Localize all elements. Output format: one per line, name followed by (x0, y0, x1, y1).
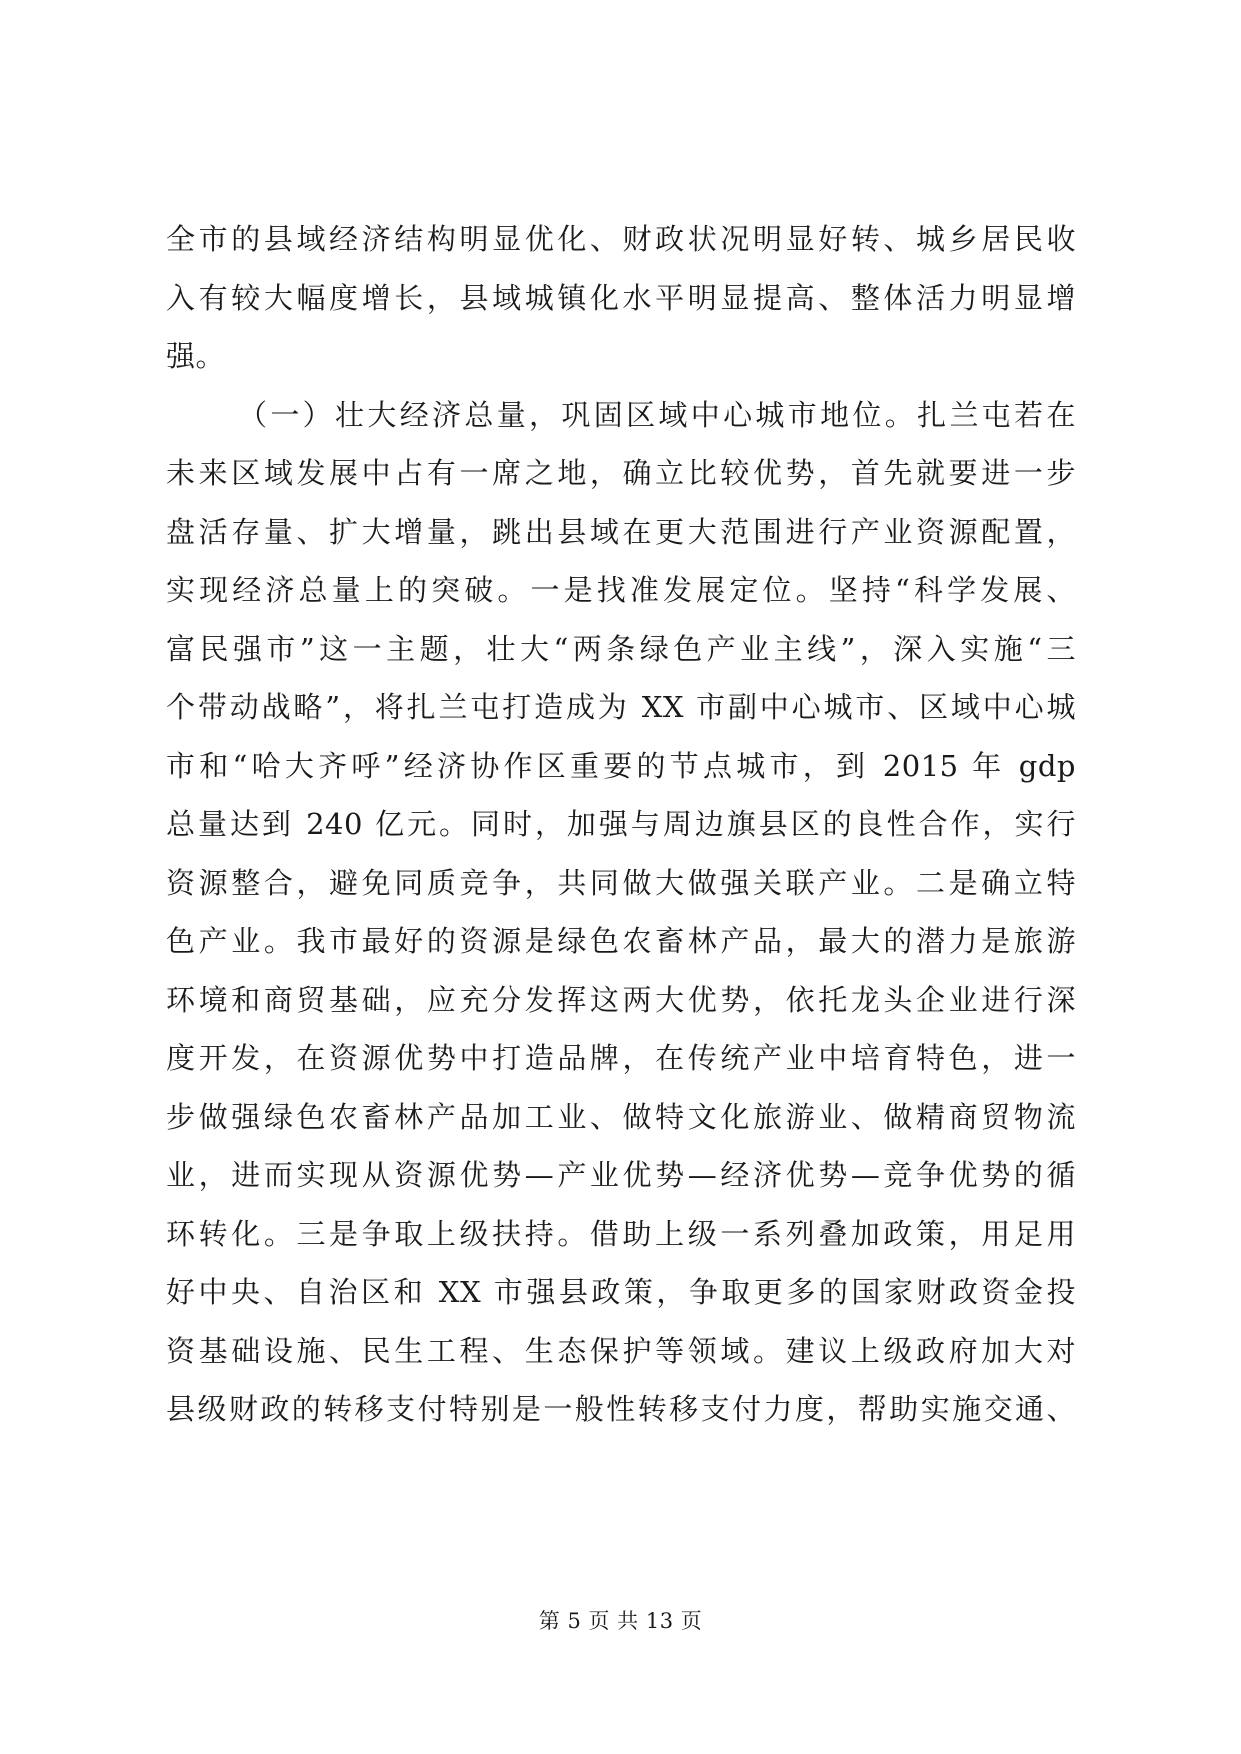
text-line: 入有较大幅度增长，县域城镇化水平明显提高、整体活力明显增 (166, 280, 1076, 315)
text-line: 好中央、自治区和 XX 市强县政策，争取更多的国家财政资金投 (166, 1275, 1076, 1309)
text-line: 资基础设施、民生工程、生态保护等领域。建议上级政府加大对 (166, 1333, 1076, 1368)
text-line: 度开发，在资源优势中打造品牌，在传统产业中培育特色，进一 (166, 1041, 1076, 1075)
paragraph-start-line: （一）壮大经济总量，巩固区域中心城市地位。扎兰屯若在 (238, 397, 1076, 432)
text-line: 个带动战略”，将扎兰屯打造成为 XX 市副中心城市、区域中心城 (166, 690, 1076, 724)
text-line: 环转化。三是争取上级扶持。借助上级一系列叠加政策，用足用 (166, 1216, 1076, 1251)
text-line: 县级财政的转移支付特别是一般性转移支付力度，帮助实施交通、 (166, 1392, 1076, 1426)
text-line: 未来区域发展中占有一席之地，确立比较优势，首先就要进一步 (166, 456, 1076, 490)
page-number-footer: 第 5 页 共 13 页 (538, 1609, 703, 1633)
text-line: 全市的县域经济结构明显优化、财政状况明显好转、城乡居民收 (166, 222, 1076, 256)
text-line: 盘活存量、扩大增量，跳出县域在更大范围进行产业资源配置， (166, 514, 1076, 549)
text-line: 色产业。我市最好的资源是绿色农畜林产品，最大的潜力是旅游 (166, 924, 1076, 958)
text-line: 环境和商贸基础，应充分发挥这两大优势，依托龙头企业进行深 (166, 982, 1076, 1017)
text-line: 资源整合，避免同质竞争，共同做大做强关联产业。二是确立特 (166, 865, 1076, 900)
body-text (166, 210, 1076, 1439)
text-line: 业，进而实现从资源优势—产业优势—经济优势—竞争优势的循 (166, 1158, 1076, 1192)
text-line: 步做强绿色农畜林产品加工业、做特文化旅游业、做精商贸物流 (166, 1099, 1076, 1134)
text-line: 总量达到 240 亿元。同时，加强与周边旗县区的良性合作，实行 (166, 807, 1076, 841)
text-line: 强。 (166, 339, 226, 373)
text-line: 实现经济总量上的突破。一是找准发展定位。坚持“科学发展、 (166, 573, 1076, 607)
text-line: 富民强市”这一主题，壮大“两条绿色产业主线”，深入实施“三 (166, 631, 1076, 666)
text-line: 市和“哈大齐呼”经济协作区重要的节点城市，到 2015 年 gdp (166, 748, 1076, 783)
